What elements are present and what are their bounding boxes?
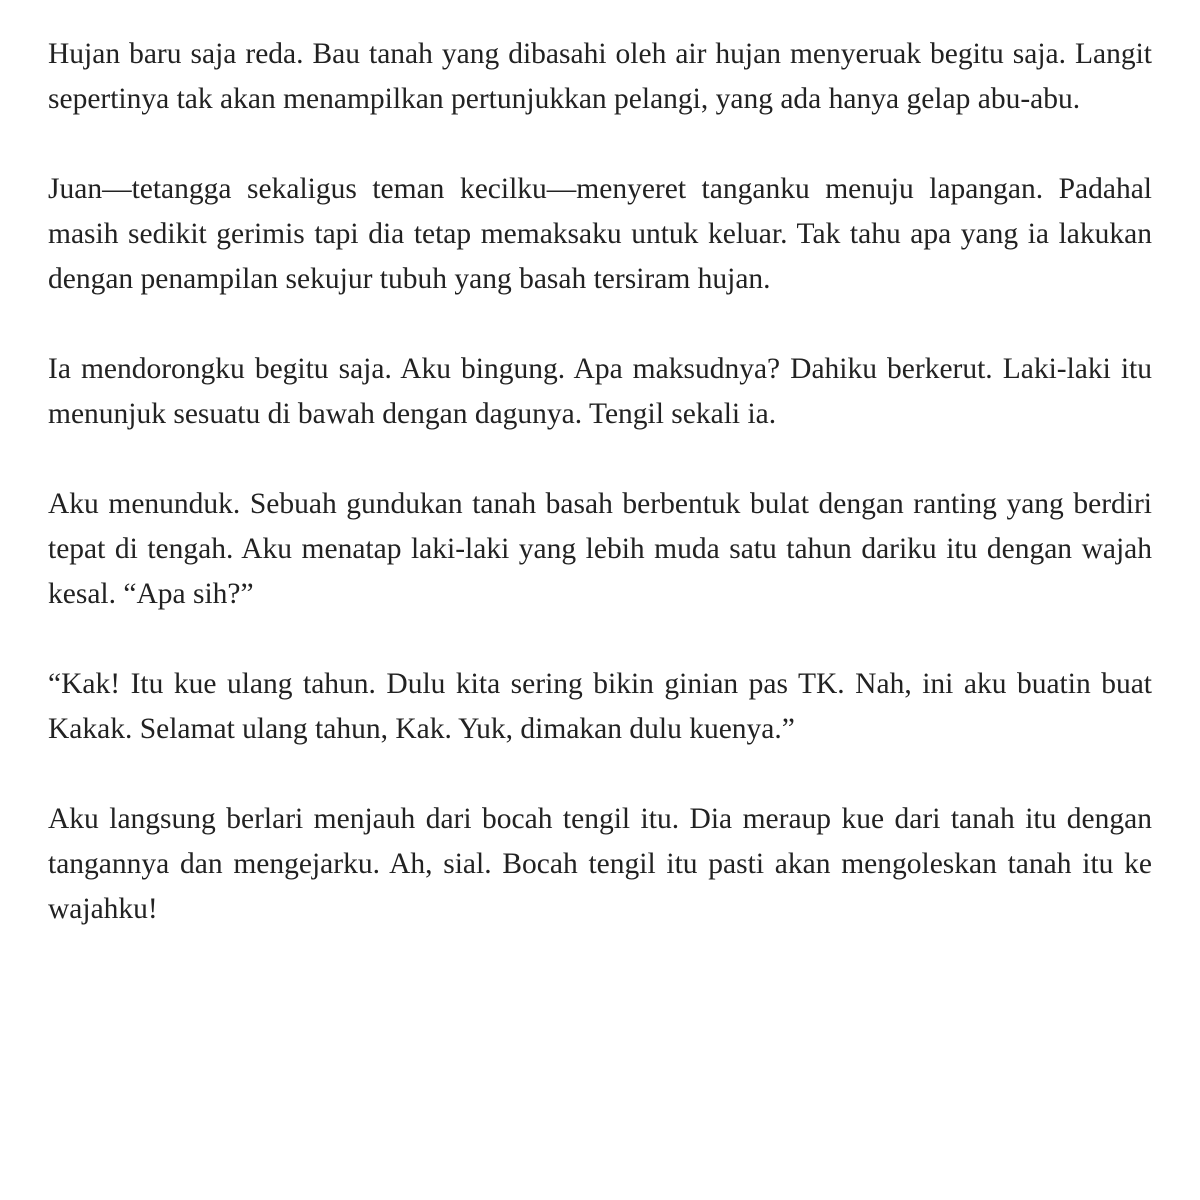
paragraph: Aku langsung berlari menjauh dari bocah tengil itu. Dia meraup kue dari tanah itu dengan tangannya dan mengejarku. Ah, sial. Bocah tengil itu pasti akan mengoleskan tanah itu ke wajahku! bbox=[48, 803, 1152, 925]
paragraph: Ia mendorongku begitu saja. Aku bingung. Apa maksudnya? Dahiku berkerut. Laki-laki itu menunjuk sesuatu di bawah dengan dagunya. Tengil sekali ia. bbox=[48, 353, 1152, 430]
story-text bbox=[48, 32, 1152, 932]
paragraph: Aku menunduk. Sebuah gundukan tanah basah berbentuk bulat dengan ranting yang berdiri tepat di tengah. Aku menatap laki-laki yang lebih muda satu tahun dariku itu dengan wajah kesal. “Apa sih?” bbox=[48, 488, 1152, 610]
paragraph: Juan—tetangga sekaligus teman kecilku—menyeret tanganku menuju lapangan. Padahal masih sedikit gerimis tapi dia tetap memaksaku untuk keluar. Tak tahu apa yang ia lakukan dengan penampilan sekujur tubuh yang basah tersiram hujan. bbox=[48, 173, 1152, 295]
paragraph: “Kak! Itu kue ulang tahun. Dulu kita sering bikin ginian pas TK. Nah, ini aku buatin buat Kakak. Selamat ulang tahun, Kak. Yuk, dimakan dulu kuenya.” bbox=[48, 668, 1152, 745]
paragraph: Hujan baru saja reda. Bau tanah yang dibasahi oleh air hujan menyeruak begitu saja. Langit sepertinya tak akan menampilkan pertunjukkan pelangi, yang ada hanya gelap abu-abu. bbox=[48, 38, 1152, 115]
